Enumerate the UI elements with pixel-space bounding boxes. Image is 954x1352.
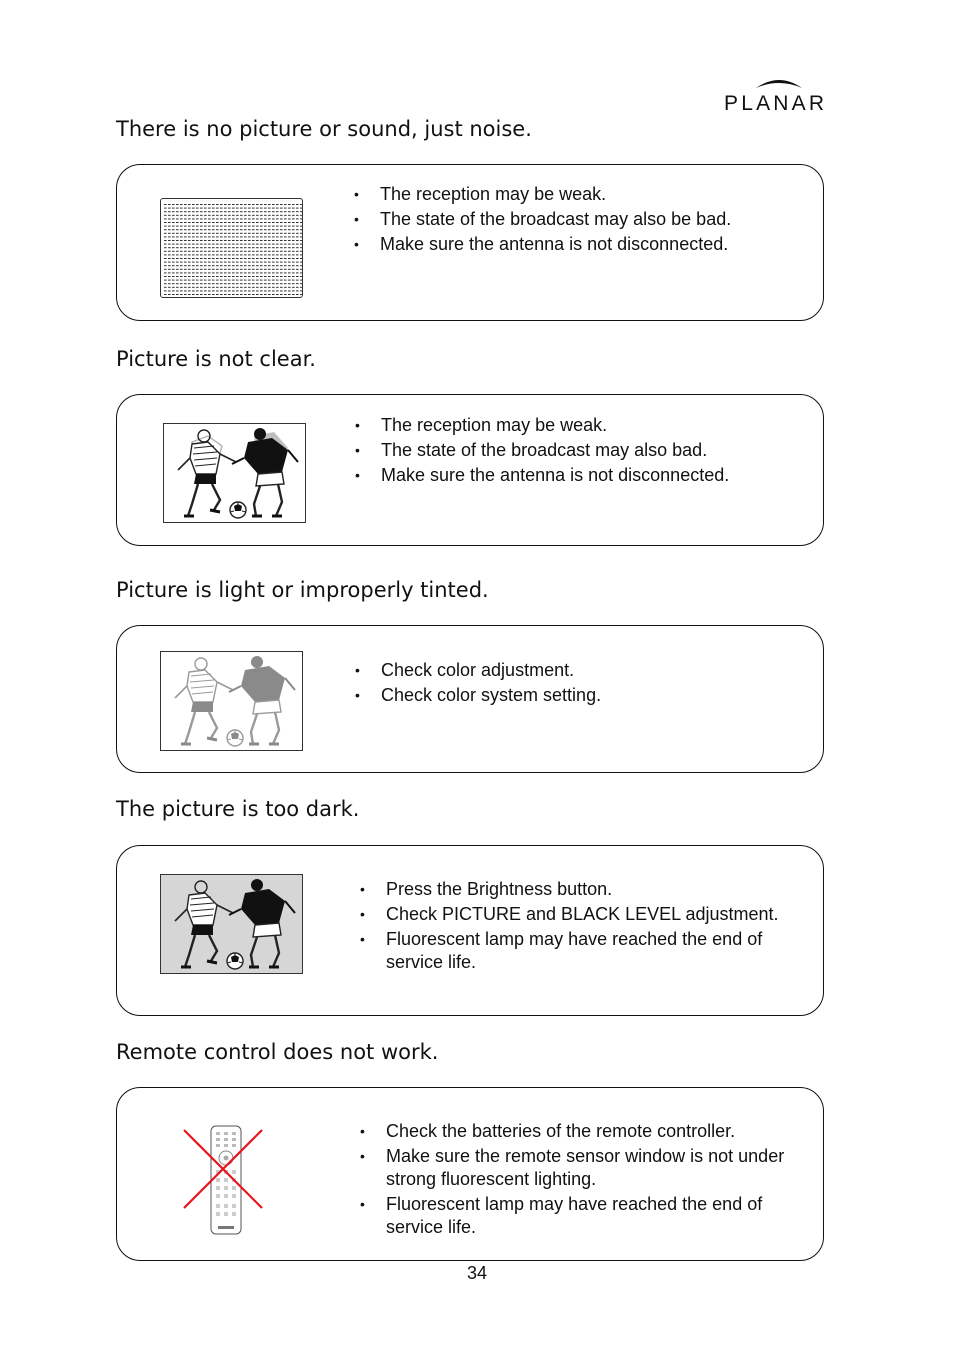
bullet-list-not-clear bbox=[355, 413, 729, 488]
bullet-list-remote bbox=[360, 1120, 800, 1241]
planar-logo bbox=[724, 76, 840, 116]
bullet-list-noise bbox=[354, 182, 731, 257]
bullet-list-dark bbox=[360, 878, 800, 976]
list-item: • Check color system setting. bbox=[355, 683, 601, 708]
list-item: • Check the batteries of the remote controller. bbox=[360, 1120, 800, 1143]
list-item: • Press the Brightness button. bbox=[360, 878, 800, 901]
page-number: 34 bbox=[466, 1263, 488, 1283]
bullet-list-tinted bbox=[355, 658, 601, 708]
list-item: • The reception may be weak. bbox=[354, 182, 731, 207]
logo-text: PLANAR bbox=[724, 92, 828, 115]
panel-noise bbox=[116, 164, 824, 321]
logo-swoosh-icon bbox=[754, 76, 804, 90]
soccer-picture-icon bbox=[163, 423, 306, 523]
section-heading-noise: There is no picture or sound, just noise. bbox=[116, 117, 532, 141]
panel-dark bbox=[116, 845, 824, 1016]
panel-tinted bbox=[116, 625, 824, 773]
list-item: • Fluorescent lamp may have reached the end of service life. bbox=[360, 1193, 800, 1239]
soccer-picture-icon bbox=[160, 651, 303, 751]
list-item: • The state of the broadcast may also bad. bbox=[355, 438, 729, 463]
list-item: • Fluorescent lamp may have reached the end of service life. bbox=[360, 928, 800, 974]
soccer-picture-icon bbox=[160, 874, 303, 974]
list-item: • The state of the broadcast may also be bad. bbox=[354, 207, 731, 232]
list-item: • Make sure the antenna is not disconnected. bbox=[354, 232, 731, 257]
list-item: • Check color adjustment. bbox=[355, 658, 601, 683]
list-item: • Check PICTURE and BLACK LEVEL adjustment. bbox=[360, 903, 800, 926]
section-heading-tinted: Picture is light or improperly tinted. bbox=[116, 578, 489, 602]
remote-control-icon bbox=[180, 1124, 266, 1238]
list-item: • Make sure the remote sensor window is not under strong fluorescent lighting. bbox=[360, 1145, 800, 1191]
panel-not-clear bbox=[116, 394, 824, 546]
static-noise-icon bbox=[160, 198, 303, 298]
list-item: • Make sure the antenna is not disconnected. bbox=[355, 463, 729, 488]
section-heading-not-clear: Picture is not clear. bbox=[116, 347, 316, 371]
list-item: • The reception may be weak. bbox=[355, 413, 729, 438]
section-heading-dark: The picture is too dark. bbox=[116, 797, 360, 821]
section-heading-remote: Remote control does not work. bbox=[116, 1040, 439, 1064]
